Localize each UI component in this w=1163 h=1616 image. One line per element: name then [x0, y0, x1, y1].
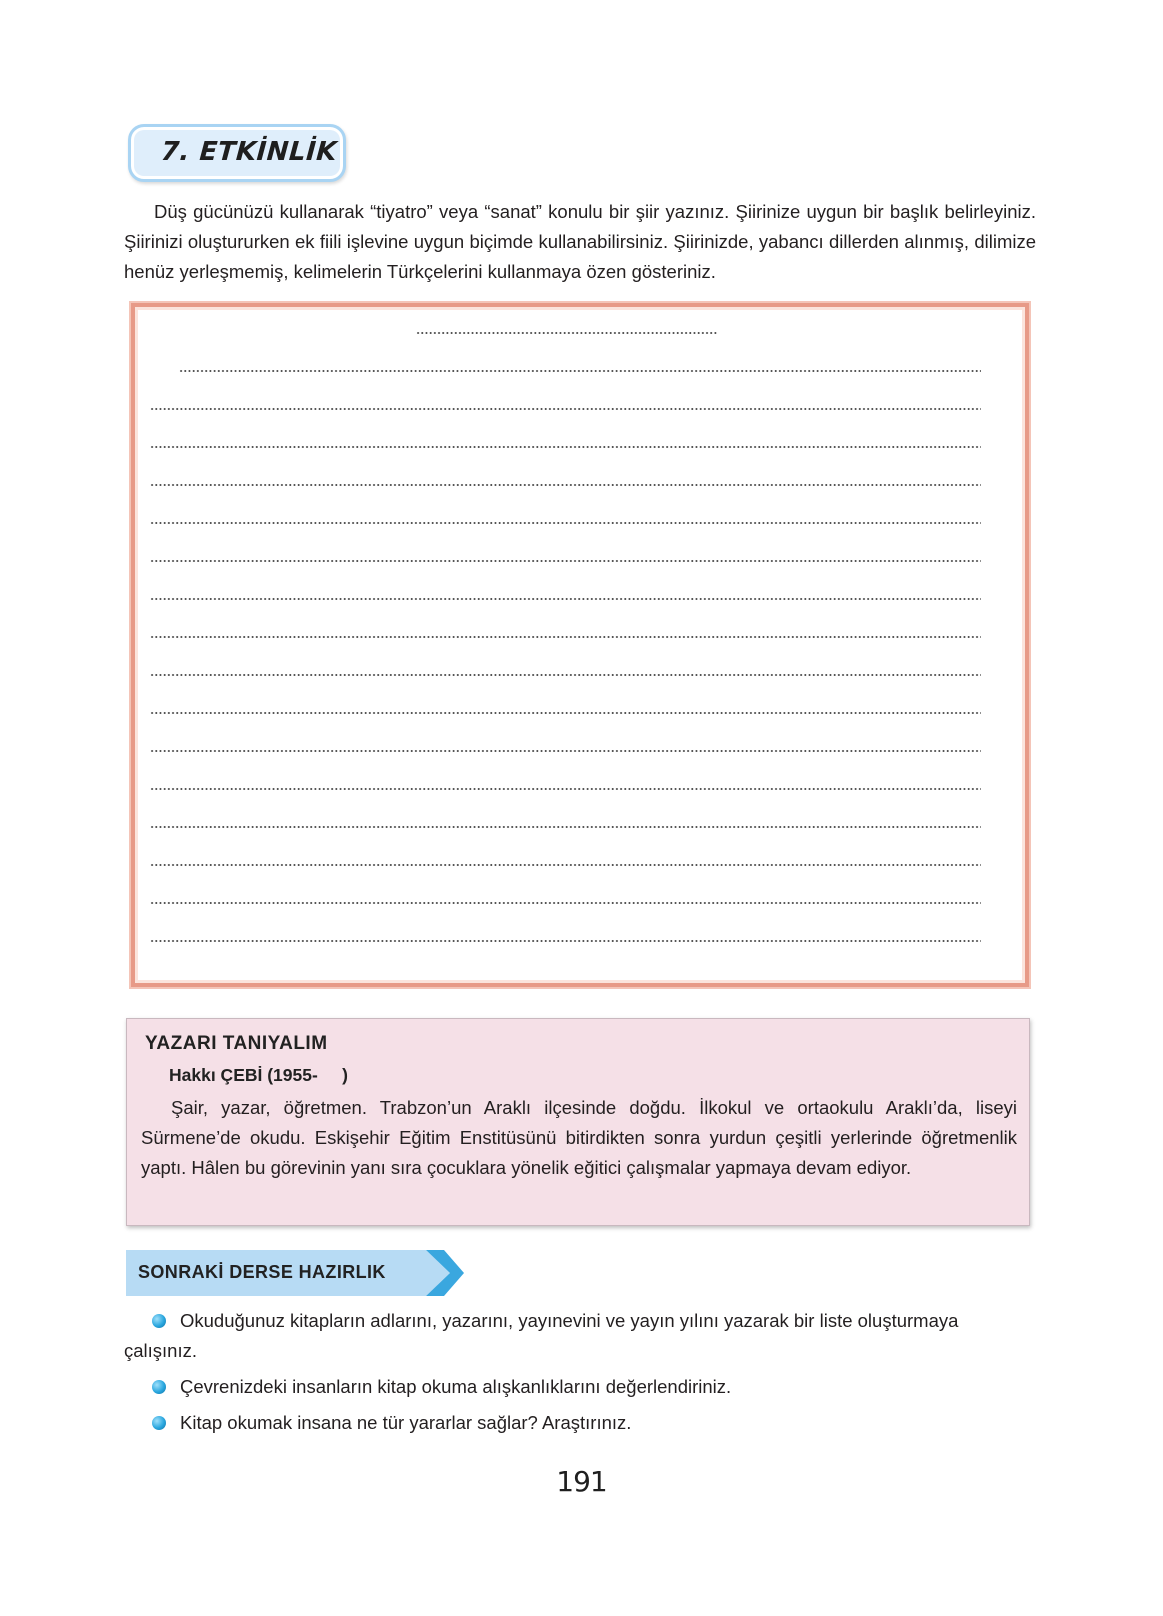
list-item	[124, 1408, 1036, 1438]
author-heading: YAZARI TANIYALIM	[145, 1033, 328, 1054]
poem-line[interactable]	[150, 636, 981, 638]
poem-line[interactable]	[150, 864, 981, 866]
page-number: 191	[556, 1465, 607, 1498]
poem-line[interactable]	[150, 446, 981, 448]
poem-line[interactable]	[150, 940, 981, 942]
poem-line[interactable]	[150, 522, 981, 524]
poem-line[interactable]	[150, 674, 981, 676]
poem-line[interactable]	[150, 560, 981, 562]
bullet-icon	[152, 1416, 166, 1430]
author-name: Hakkı ÇEBİ (1955- )	[169, 1065, 348, 1085]
author-bio-text: Şair, yazar, öğretmen. Trabzon’un Araklı ilçesinde doğdu. İlkokul ve ortaokulu Araklı’da, liseyi Sürmene’de okudu. Eskişehir Eğitim Enstitüsünü bitirdikten sonra yurdun çeşitli yerlerinde öğretmenlik yaptı. Hâlen bu görevinin yanı sıra çocuklara yönelik eğitici çalışmalar yapmaya devam ediyor.	[141, 1097, 1017, 1178]
next-lesson-list	[124, 1306, 1036, 1444]
list-item-text: Okuduğunuz kitapların adlarını, yazarını, yayınevini ve yayın yılını yazarak bir liste oluşturmaya çalışınız.	[124, 1310, 959, 1361]
poem-line[interactable]	[150, 408, 981, 410]
activity-badge	[128, 124, 346, 182]
bullet-icon	[152, 1314, 166, 1328]
poem-line[interactable]	[150, 750, 981, 752]
list-item	[124, 1306, 1036, 1366]
author-info-box	[126, 1018, 1030, 1226]
next-lesson-heading: SONRAKİ DERSE HAZIRLIK	[138, 1262, 386, 1282]
poem-line[interactable]	[150, 826, 981, 828]
activity-title: 7. ETKİNLİK	[159, 137, 339, 167]
poem-line[interactable]	[150, 484, 981, 486]
bullet-icon	[152, 1380, 166, 1394]
poem-line[interactable]	[150, 788, 981, 790]
poem-line[interactable]	[150, 712, 981, 714]
poem-writing-area	[131, 303, 1029, 987]
list-item-text: Kitap okumak insana ne tür yararlar sağlar? Araştırınız.	[180, 1412, 632, 1433]
author-bio	[141, 1093, 1017, 1183]
list-item	[124, 1372, 1036, 1402]
poem-line[interactable]	[179, 370, 981, 372]
activity-instructions	[124, 197, 1036, 287]
poem-title-line[interactable]	[416, 332, 718, 334]
list-item-text: Çevrenizdeki insanların kitap okuma alışkanlıklarını değerlendiriniz.	[180, 1376, 732, 1397]
poem-line[interactable]	[150, 598, 981, 600]
instructions-text: Düş gücünüzü kullanarak “tiyatro” veya “sanat” konulu bir şiir yazınız. Şiirinize uygun bir başlık belirleyiniz. Şiirinizi oluştururken ek fiili işlevine uygun biçimde kullanabilirsiniz. Şiirinizde, yabancı dillerden alınmış, dilimize henüz yerleşmemiş, kelimelerin Türkçelerini kullanmaya özen gösteriniz.	[124, 201, 1036, 282]
next-lesson-banner	[126, 1250, 464, 1296]
poem-line[interactable]	[150, 902, 981, 904]
